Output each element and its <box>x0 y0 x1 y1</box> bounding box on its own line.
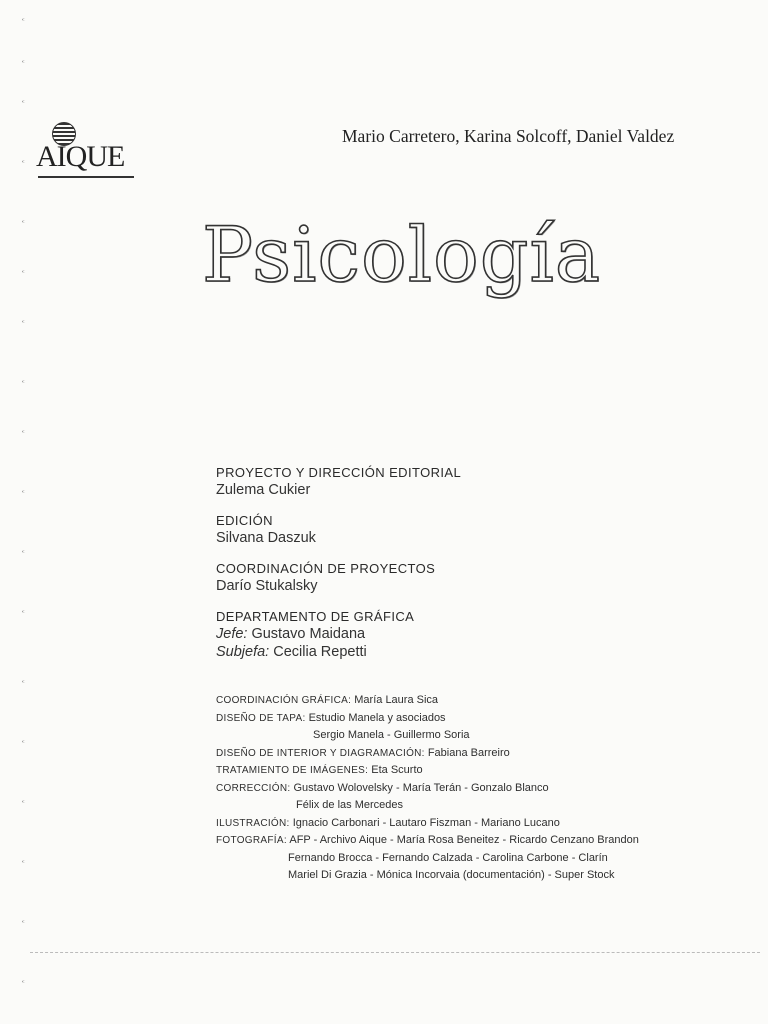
detail-label: FOTOGRAFÍA: <box>216 835 287 846</box>
credit-heading: EDICIÓN <box>216 513 273 528</box>
credit-subjefa <box>216 643 736 661</box>
detail-row <box>216 762 736 780</box>
credit-value: Darío Stukalsky <box>216 578 318 594</box>
credit-value: Zulema Cukier <box>216 482 311 498</box>
logo-text: AIQUE <box>36 140 125 173</box>
detail-row: Sergio Manela - Guillermo Soria <box>313 729 470 741</box>
detail-row: Fernando Brocca - Fernando Calzada - Carolina Carbone - Clarín <box>288 851 608 864</box>
credit-proyecto <box>216 464 736 499</box>
detail-label: COORDINACIÓN GRÁFICA: <box>216 695 352 706</box>
jefe-name: Gustavo Maidana <box>251 626 366 642</box>
logo-underline <box>38 176 134 178</box>
detail-value: María Laura Sica <box>354 694 439 706</box>
detail-value: Estudio Manela y asociados <box>308 711 446 724</box>
credit-grafica <box>216 608 736 661</box>
authors: Mario Carretero, Karina Solcoff, Daniel Valdez <box>342 126 675 146</box>
detail-row: Félix de las Mercedes <box>296 799 403 811</box>
detail-value: AFP - Archivo Aique - María Rosa Beneitez - Ricardo Cenzano Brandon <box>289 834 639 846</box>
credit-jefe <box>216 625 736 643</box>
detail-label: DISEÑO DE TAPA: <box>216 712 306 724</box>
detail-label: CORRECCIÓN: <box>216 782 291 794</box>
detail-row <box>216 710 736 728</box>
detail-row <box>216 832 736 850</box>
credit-value: Silvana Daszuk <box>216 530 316 546</box>
detail-label: ILUSTRACIÓN: <box>216 817 290 829</box>
detail-value: Gustavo Wolovelsky - María Terán - Gonzalo Blanco <box>293 781 549 794</box>
book-title: Psicología <box>202 210 602 299</box>
detail-value: Eta Scurto <box>371 764 423 776</box>
credits <box>216 464 736 674</box>
credit-heading: PROYECTO Y DIRECCIÓN EDITORIAL <box>216 465 462 480</box>
detail-label: TRATAMIENTO DE IMÁGENES: <box>216 765 369 776</box>
detail-label: DISEÑO DE INTERIOR Y DIAGRAMACIÓN: <box>216 747 425 759</box>
detail-row <box>216 815 736 833</box>
publisher-logo <box>28 120 138 180</box>
detail-value: Ignacio Carbonari - Lautaro Fiszman - Mariano Lucano <box>292 816 560 829</box>
credit-edicion <box>216 512 736 547</box>
detail-row: Mariel Di Grazia - Mónica Incorvaia (documentación) - Super Stock <box>288 869 615 881</box>
credit-heading: COORDINACIÓN DE PROYECTOS <box>216 561 436 576</box>
footer-rule <box>30 952 760 954</box>
detail-row <box>216 780 736 798</box>
subjefa-label: Subjefa: <box>216 644 270 660</box>
detail-row <box>216 745 736 763</box>
subjefa-name: Cecilia Repetti <box>273 644 367 660</box>
detail-credits <box>216 692 736 885</box>
detail-row <box>216 692 736 710</box>
jefe-label: Jefe: <box>216 626 248 642</box>
credit-heading: DEPARTAMENTO DE GRÁFICA <box>216 609 415 624</box>
detail-value: Fabiana Barreiro <box>427 746 510 759</box>
credit-coordinacion <box>216 560 736 595</box>
